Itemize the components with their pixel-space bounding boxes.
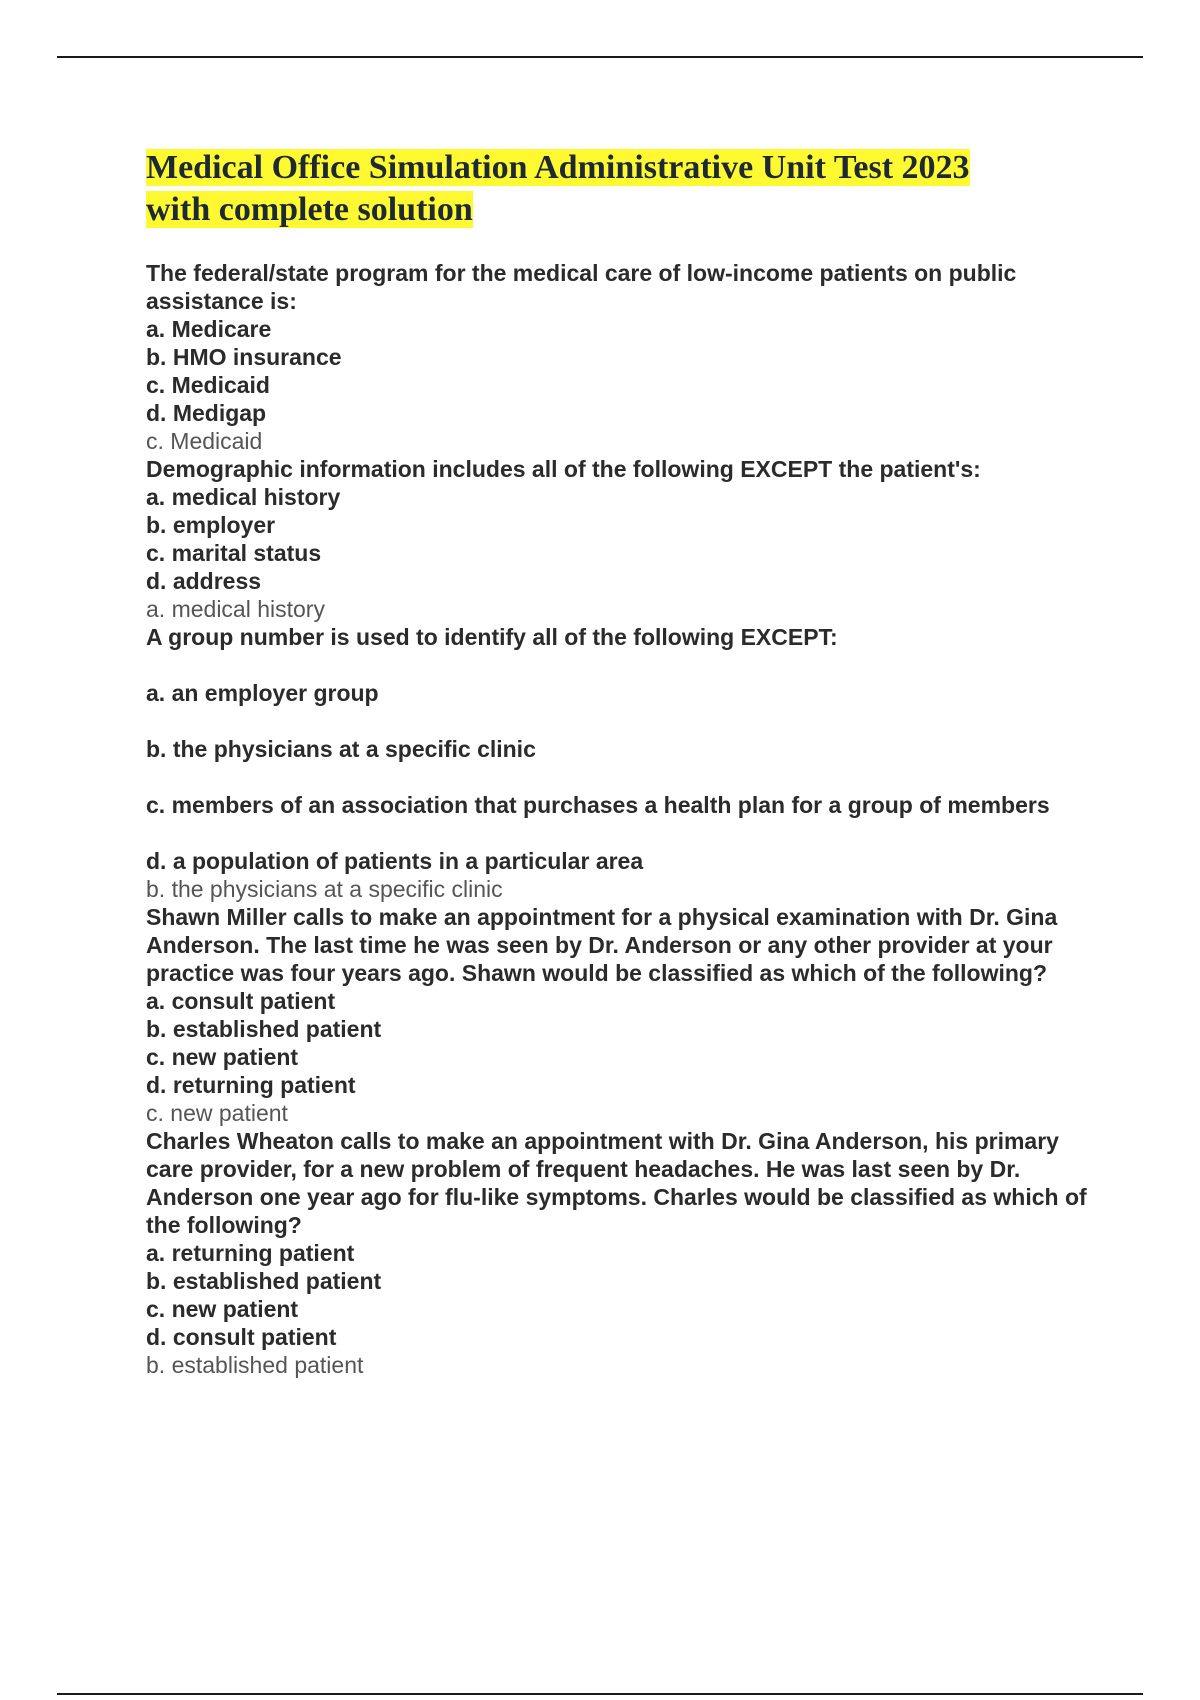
option-c: c. Medicaid bbox=[146, 372, 270, 398]
option-d: d. address bbox=[146, 568, 262, 594]
answer-text: b. the physicians at a specific clinic bbox=[146, 876, 503, 902]
bottom-rule bbox=[57, 1693, 1143, 1695]
option-a: a. consult patient bbox=[146, 988, 336, 1014]
question-text: The federal/state program for the medical care of low-income patients on public assistance is: bbox=[146, 260, 1017, 314]
question-block bbox=[146, 455, 1096, 623]
option-b: b. established patient bbox=[146, 1268, 382, 1294]
option-d: d. consult patient bbox=[146, 1324, 337, 1350]
option-c: c. members of an association that purchases a health plan for a group of members bbox=[146, 792, 1050, 818]
top-rule bbox=[57, 56, 1143, 58]
question-block bbox=[146, 903, 1096, 1127]
document-body bbox=[146, 147, 1096, 1379]
option-c: c. new patient bbox=[146, 1044, 299, 1070]
option-d: d. a population of patients in a particular area bbox=[146, 848, 644, 874]
option-b: b. the physicians at a specific clinic bbox=[146, 736, 536, 762]
option-a: a. medical history bbox=[146, 484, 341, 510]
question-text: Charles Wheaton calls to make an appointment with Dr. Gina Anderson, his primary care provider, for a new problem of frequent headaches. He was last seen by Dr. Anderson one year ago for flu-like symptoms. Charles would be classified as which of the following? bbox=[146, 1128, 1087, 1238]
question-block bbox=[146, 1127, 1096, 1379]
answer-text: c. new patient bbox=[146, 1100, 288, 1126]
answer-text: b. established patient bbox=[146, 1352, 364, 1378]
answer-text: c. Medicaid bbox=[146, 428, 263, 454]
title-line-2: with complete solution bbox=[146, 191, 473, 228]
option-a: a. Medicare bbox=[146, 316, 272, 342]
answer-text: a. medical history bbox=[146, 596, 325, 622]
option-b: b. established patient bbox=[146, 1016, 382, 1042]
question-text: Demographic information includes all of the following EXCEPT the patient's: bbox=[146, 456, 981, 482]
option-a: a. returning patient bbox=[146, 1240, 355, 1266]
option-d: d. returning patient bbox=[146, 1072, 356, 1098]
option-a: a. an employer group bbox=[146, 680, 379, 706]
option-c: c. marital status bbox=[146, 540, 322, 566]
question-block bbox=[146, 259, 1096, 455]
question-block bbox=[146, 623, 1096, 903]
title-line-1: Medical Office Simulation Administrative Unit Test 2023 bbox=[146, 149, 970, 186]
question-text: Shawn Miller calls to make an appointment for a physical examination with Dr. Gina Anderson. The last time he was seen by Dr. Anderson or any other provider at your practice was four years ago. Shawn would be classified as which of the following? bbox=[146, 904, 1058, 986]
option-b: b. HMO insurance bbox=[146, 344, 342, 370]
option-c: c. new patient bbox=[146, 1296, 299, 1322]
option-d: d. Medigap bbox=[146, 400, 267, 426]
question-text: A group number is used to identify all of the following EXCEPT: bbox=[146, 624, 838, 650]
option-b: b. employer bbox=[146, 512, 276, 538]
page-title bbox=[146, 147, 1096, 231]
